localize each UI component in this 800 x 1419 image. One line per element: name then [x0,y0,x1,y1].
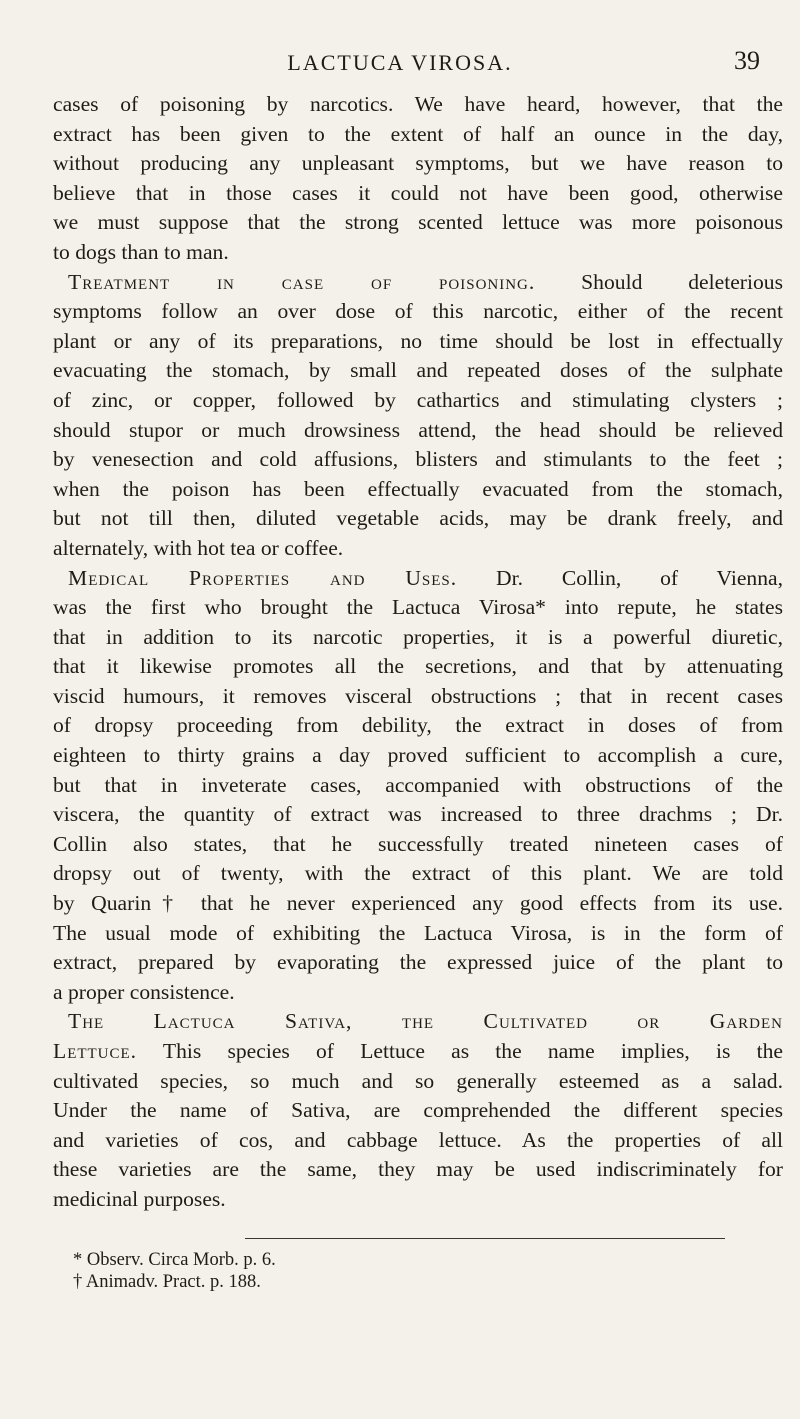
line-text: that in addition to its narcotic properties, it is a powerful diuretic, [53,624,783,649]
text-line [53,1037,783,1067]
line-text: these varieties are the same, they may be used indiscriminately for [53,1157,783,1182]
text-line [53,534,783,564]
text-line [53,623,783,653]
text-line [53,179,783,209]
text-line [53,386,783,416]
text-line [53,120,783,150]
text-line [53,741,783,771]
text-line [53,859,783,889]
line-text: but that in inveterate cases, accompanied with obstructions of the [53,772,783,797]
section-heading: Treatment in case of poisoning. [68,269,536,294]
line-text: to dogs than to man. [53,239,229,264]
line-text: a proper consistence. [53,979,235,1004]
text-line [53,948,783,978]
text-line [53,652,783,682]
line-text: The usual mode of exhibiting the Lactuca Virosa, is in the form of [53,920,783,945]
text-line [53,830,783,860]
text-line [53,1096,783,1126]
body-text [53,90,783,1215]
text-line [53,711,783,741]
text-line [53,593,783,623]
line-text: without producing any unpleasant symptoms, but we have reason to [53,151,783,176]
line-text: viscera, the quantity of extract was increased to three drachms ; Dr. [53,802,783,827]
line-text: extract, prepared by evaporating the expressed juice of the plant to [53,950,783,975]
text-line [53,1067,783,1097]
line-text: medicinal purposes. [53,1186,226,1211]
line-text: Dr. Collin, of Vienna, [457,565,783,590]
line-text: should stupor or much drowsiness attend, the head should be relieved [53,417,783,442]
line-text: This species of Lettuce as the name implies, is the [137,1039,783,1063]
footnote-animadv: † Animadv. Pract. p. 188. [73,1272,261,1292]
line-text: by venesection and cold affusions, blisters and stimulants to the feet ; [53,447,783,472]
line-text: but not till then, diluted vegetable acids, may be drank freely, and [53,506,783,531]
text-line [53,682,783,712]
text-line [53,919,783,949]
footnote-observ: * Observ. Circa Morb. p. 6. [73,1250,276,1270]
line-text: Collin also states, that he successfully treated nineteen cases of [53,831,783,856]
line-text: alternately, with hot tea or coffee. [53,535,344,560]
running-head: LACTUCA VIROSA. [287,50,513,75]
text-line [53,1185,783,1215]
line-text: that it likewise promotes all the secretions, and that by attenuating [53,654,783,679]
page-number: 39 [734,46,760,75]
text-line [53,771,783,801]
line-text: was the first who brought the Lactuca Virosa* into repute, he states [53,595,783,620]
section-heading: Medical Properties and Uses. [68,565,458,590]
line-text: cultivated species, so much and so generally esteemed as a salad. [53,1068,783,1093]
text-line [53,268,783,298]
line-text: symptoms follow an over dose of this narcotic, either of the recent [53,299,783,324]
text-line [53,978,783,1008]
line-text: evacuating the stomach, by small and repeated doses of the sulphate [53,358,783,383]
line-text: of zinc, or copper, followed by cathartics and stimulating clysters ; [53,387,783,412]
line-text: Should deleterious [535,269,783,294]
line-text: plant or any of its preparations, no time should be lost in effectually [53,328,783,353]
text-line [53,504,783,534]
text-line [53,238,783,268]
line-text: eighteen to thirty grains a day proved sufficient to accomplish a cure, [53,743,783,768]
text-line [53,475,783,505]
text-line [53,327,783,357]
line-text: we must suppose that the strong scented lettuce was more poisonous [53,210,783,235]
text-line [53,208,783,238]
footnote-rule [245,1238,725,1239]
line-text: and varieties of cos, and cabbage lettuce. As the properties of all [53,1127,783,1152]
text-line [53,564,783,594]
line-text: cases of poisoning by narcotics. We have heard, however, that the [53,92,783,116]
line-text: believe that in those cases it could not have been good, otherwise [53,180,783,205]
text-line [53,149,783,179]
section-heading: The Lactuca Sativa, the Cultivated or Garden [68,1009,783,1034]
text-line [53,1155,783,1185]
line-text: extract has been given to the extent of half an ounce in the day, [53,121,783,146]
line-text: dropsy out of twenty, with the extract of this plant. We are told [53,861,783,886]
text-line [53,1007,783,1037]
line-text: Under the name of Sativa, are comprehended the different species [53,1098,783,1123]
section-heading: Lettuce. [53,1039,138,1063]
text-line [53,889,783,919]
text-line [53,356,783,386]
line-text: viscid humours, it removes visceral obstructions ; that in recent cases [53,683,783,708]
text-line [53,416,783,446]
text-line [53,1126,783,1156]
line-text: of dropsy proceeding from debility, the extract in doses of from [53,713,783,738]
text-line [53,445,783,475]
line-text: when the poison has been effectually evacuated from the stomach, [53,476,783,501]
line-text: by Quarin† that he never experienced any good effects from its use. [53,891,783,916]
text-line [53,90,783,120]
text-line [53,297,783,327]
footnotes [73,1249,573,1293]
text-line [53,800,783,830]
